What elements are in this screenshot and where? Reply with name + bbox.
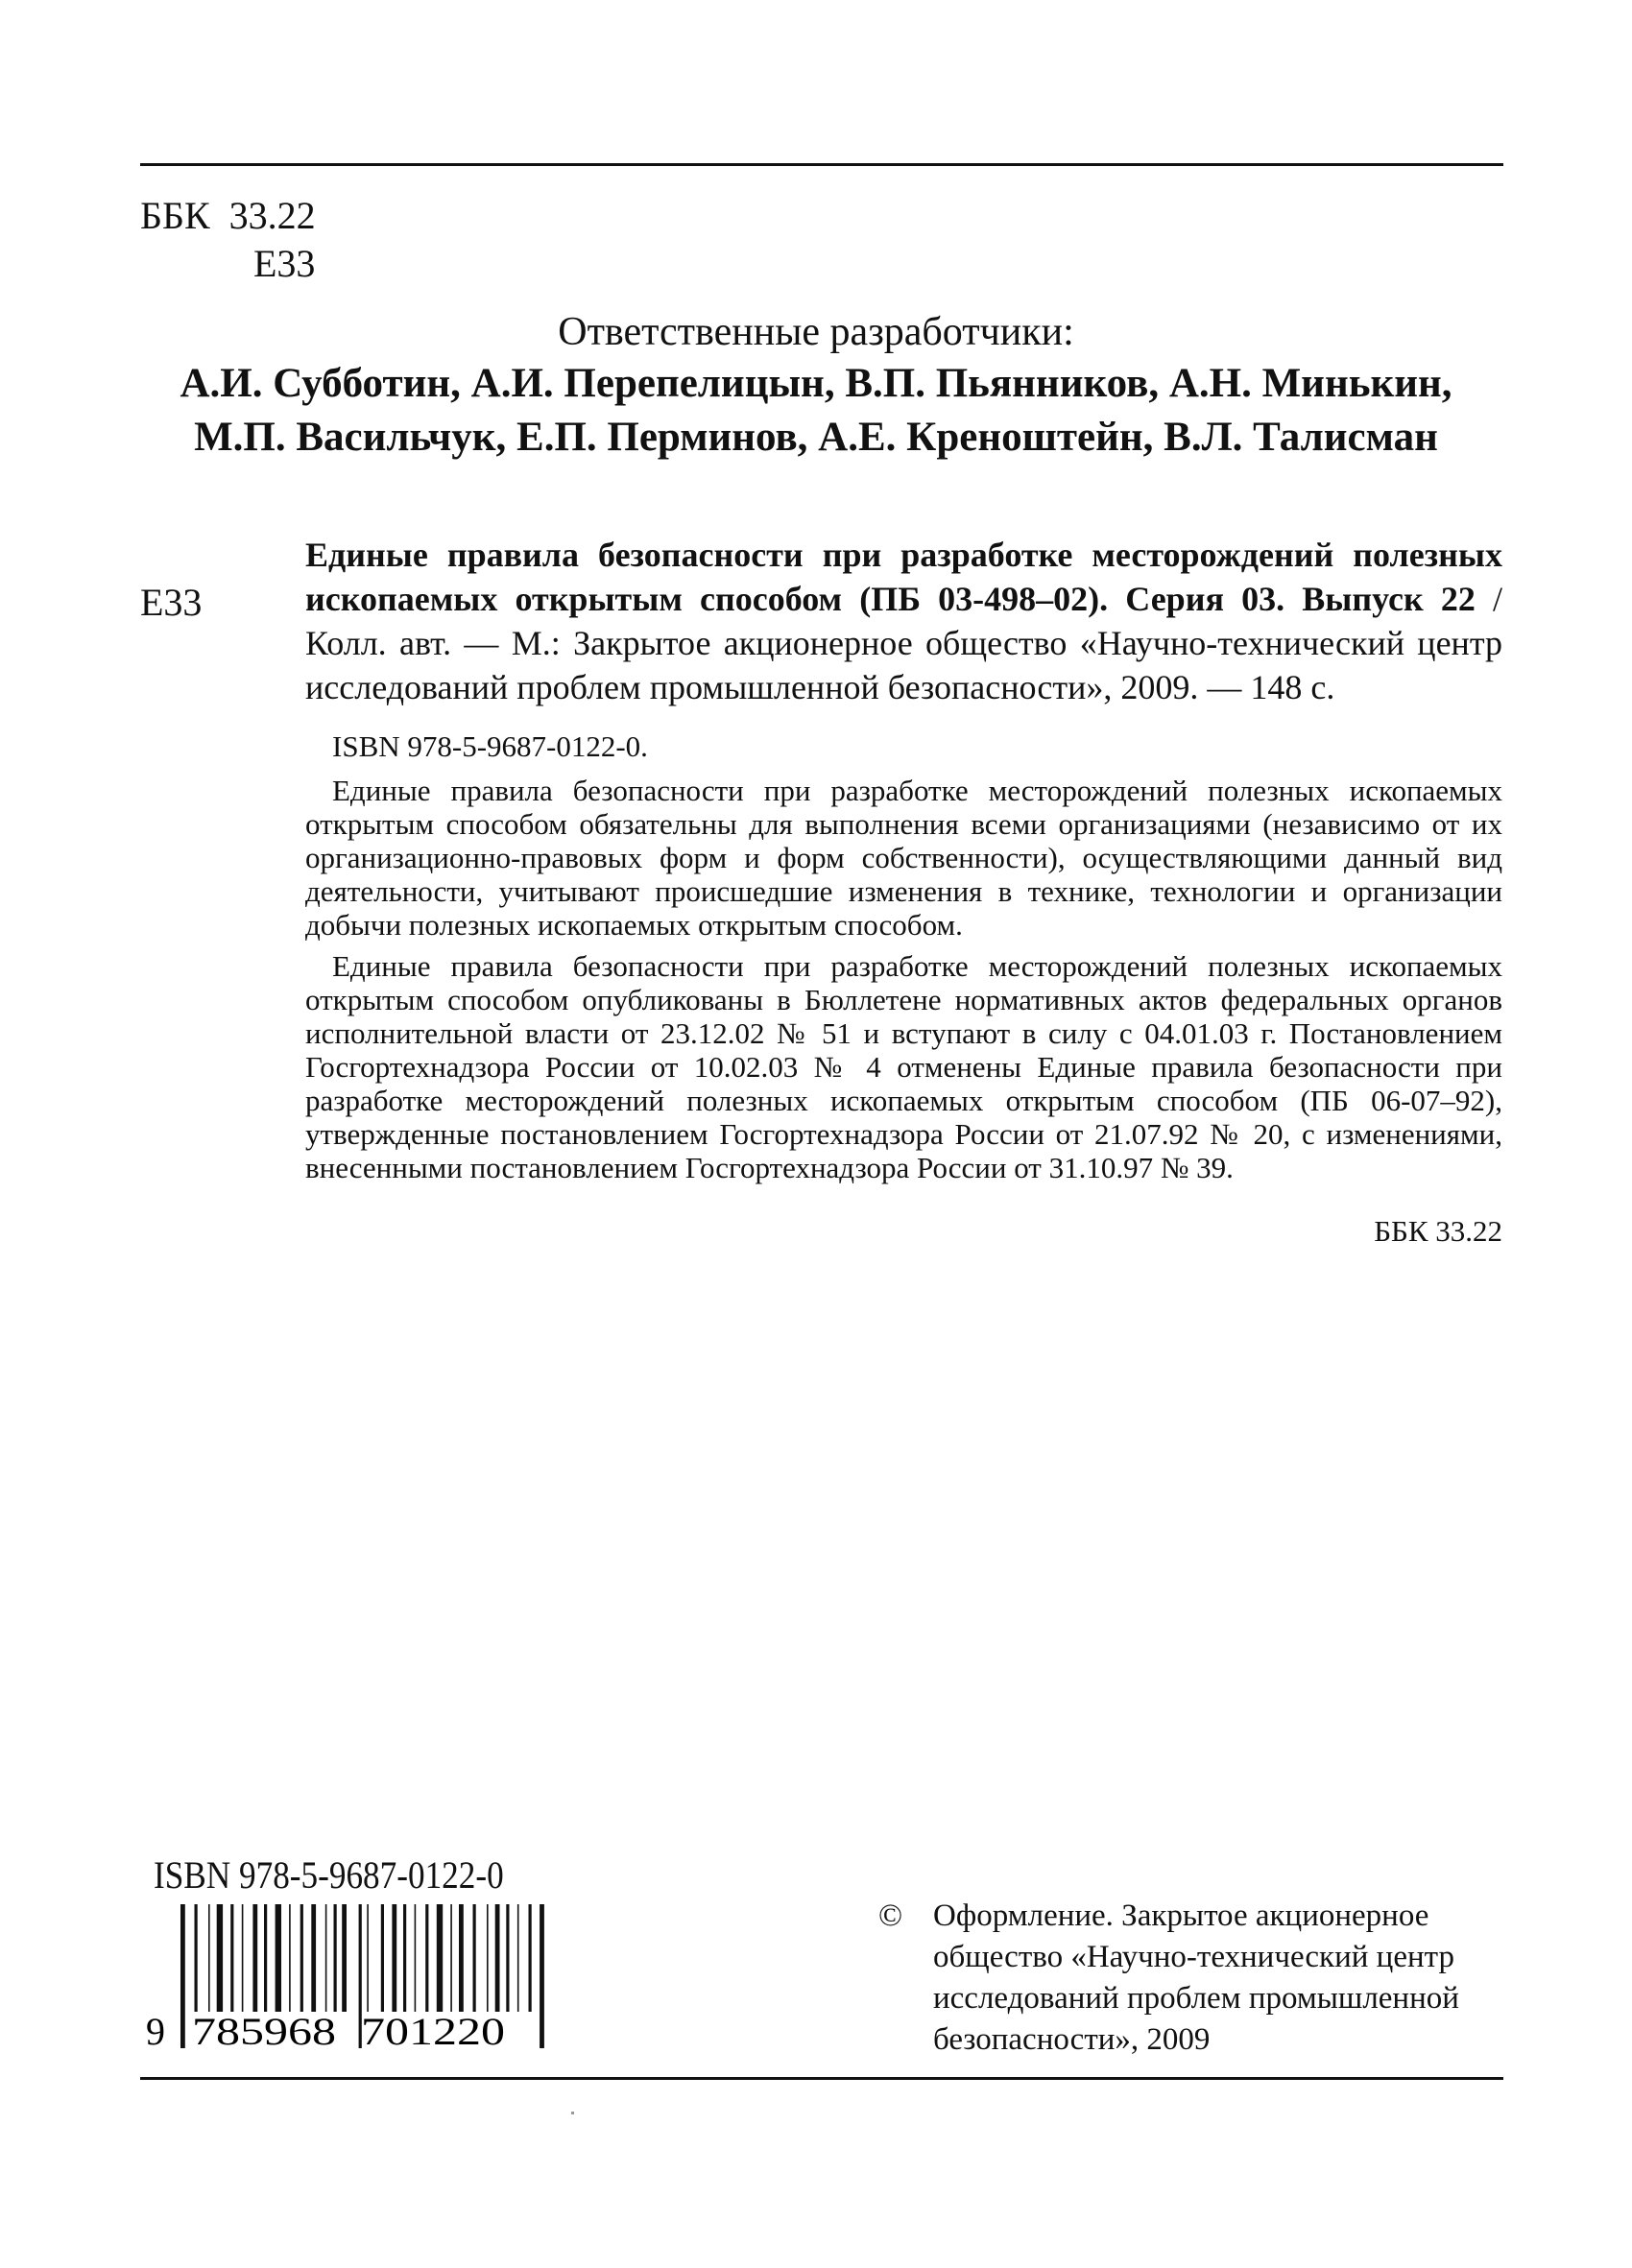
barcode-bar (540, 1904, 544, 2048)
barcode-bar (415, 1904, 417, 2012)
barcode-bar (289, 1904, 291, 2012)
bottom-rule (140, 2077, 1503, 2080)
barcode-bar (487, 1904, 489, 2012)
barcode-bar (264, 1904, 267, 2012)
author-sign: Е33 (253, 242, 316, 285)
copyright-block (878, 1896, 1512, 2061)
bbk-index-block (140, 192, 316, 288)
barcode-bar (334, 1904, 337, 2012)
publication-details: / Колл. авт. — М.: Закрытое акционерное общество «Научно-технический центр исследований проблем промышленной безопасности», 2009. — 148 с. (305, 580, 1502, 706)
barcode-isbn: ISBN 978-5-9687-0122-0 (154, 1853, 504, 1897)
barcode-bar (381, 1904, 384, 2012)
barcode-digits-left: 785968 (192, 2010, 336, 2048)
barcode-bar (325, 1904, 327, 2012)
barcode-bar (529, 1904, 532, 2012)
bbk-label: ББК (140, 194, 210, 237)
barcode-bar (506, 1904, 509, 2012)
annotation-paragraph-2: Единые правила безопасности при разработке месторождений полезных ископаемых открытым способом опубликованы в Бюллетене нормативных актов федеральных органов исполнительной власти от 23.12.02 № 51 и вступают в силу с 04.01.03 г. Постановлением Госгортехнадзора России от 10.02.03 № 4 отменены Единые правила безопасности при разработке месторождений полезных ископаемых открытым способом (ПБ 06-07–92), утвержденные постановлением Госгортехнадзора России от 21.07.92 № 20, с изменениями, внесенными постановлением Госгортехнадзора России от 31.10.97 № 39. (305, 949, 1502, 1184)
developers-label: Ответственные разработчики: (558, 310, 1074, 354)
barcode-digits-right: 701220 (361, 2010, 505, 2048)
barcode-bar (473, 1904, 476, 2012)
annotation-paragraph-1: Единые правила безопасности при разработке месторождений полезных ископаемых открытым способом обязательны для выполнения всеми организациями (независимо от их организационно-правовых форм и форм собственности), осуществляющими данный вид деятельности, учитывают происшедшие изменения в технике, технологии и организации добычи полезных ископаемых открытым способом. (305, 774, 1502, 942)
barcode-bar (437, 1904, 443, 2012)
barcode-bar (208, 1904, 210, 2012)
barcode-bar (311, 1904, 316, 2012)
annotation (305, 774, 1502, 1192)
catalog-sign: Е33 (140, 581, 203, 624)
authors-list (0, 357, 1632, 465)
barcode-bar (425, 1904, 428, 2012)
barcode-bar (230, 1904, 233, 2012)
top-rule (140, 163, 1503, 166)
bbk-code: 33.22 (228, 194, 316, 237)
authors-line-1: А.И. Субботин, А.И. Перепелицын, В.П. Пьянников, А.Н. Минькин, (180, 361, 1452, 406)
copyright-symbol: © (878, 1898, 903, 1933)
barcode-bar (392, 1904, 396, 2012)
barcode-bar (217, 1904, 223, 2012)
barcode-bar (459, 1904, 464, 2012)
isbn-line: ISBN 978-5-9687-0122-0. (332, 729, 648, 763)
bibliographic-description (305, 533, 1502, 709)
barcode-bar (252, 1904, 257, 2012)
barcode-bar (242, 1904, 244, 2012)
annotation-bbk: ББК 33.22 (1374, 1214, 1502, 1248)
barcode-bar (342, 1904, 347, 2012)
barcode-bar (517, 1904, 519, 2012)
barcode-bar (495, 1904, 500, 2012)
barcode-bar (195, 1904, 198, 2012)
barcode-bar (276, 1904, 281, 2012)
barcode-bar (450, 1904, 452, 2012)
scan-speck (571, 2112, 574, 2114)
barcode-image (142, 1904, 555, 2048)
copyright-text: Оформление. Закрытое акционерное общество «Научно-технический центр исследований проблем промышленной безопасности», 2009 (933, 1898, 1459, 2057)
authors-line-2: М.П. Васильчук, Е.П. Перминов, А.Е. Креноштейн, В.Л. Талисман (194, 415, 1438, 460)
barcode-bar (403, 1904, 406, 2012)
barcode-bar (300, 1904, 303, 2012)
barcode-bar (367, 1904, 369, 2012)
book-title: Единые правила безопасности при разработке месторождений полезных ископаемых открытым способом (ПБ 03-498–02). Серия 03. Выпуск 22 (305, 536, 1502, 618)
barcode-digit-first: 9 (146, 2010, 165, 2048)
barcode-bar (180, 1904, 185, 2048)
